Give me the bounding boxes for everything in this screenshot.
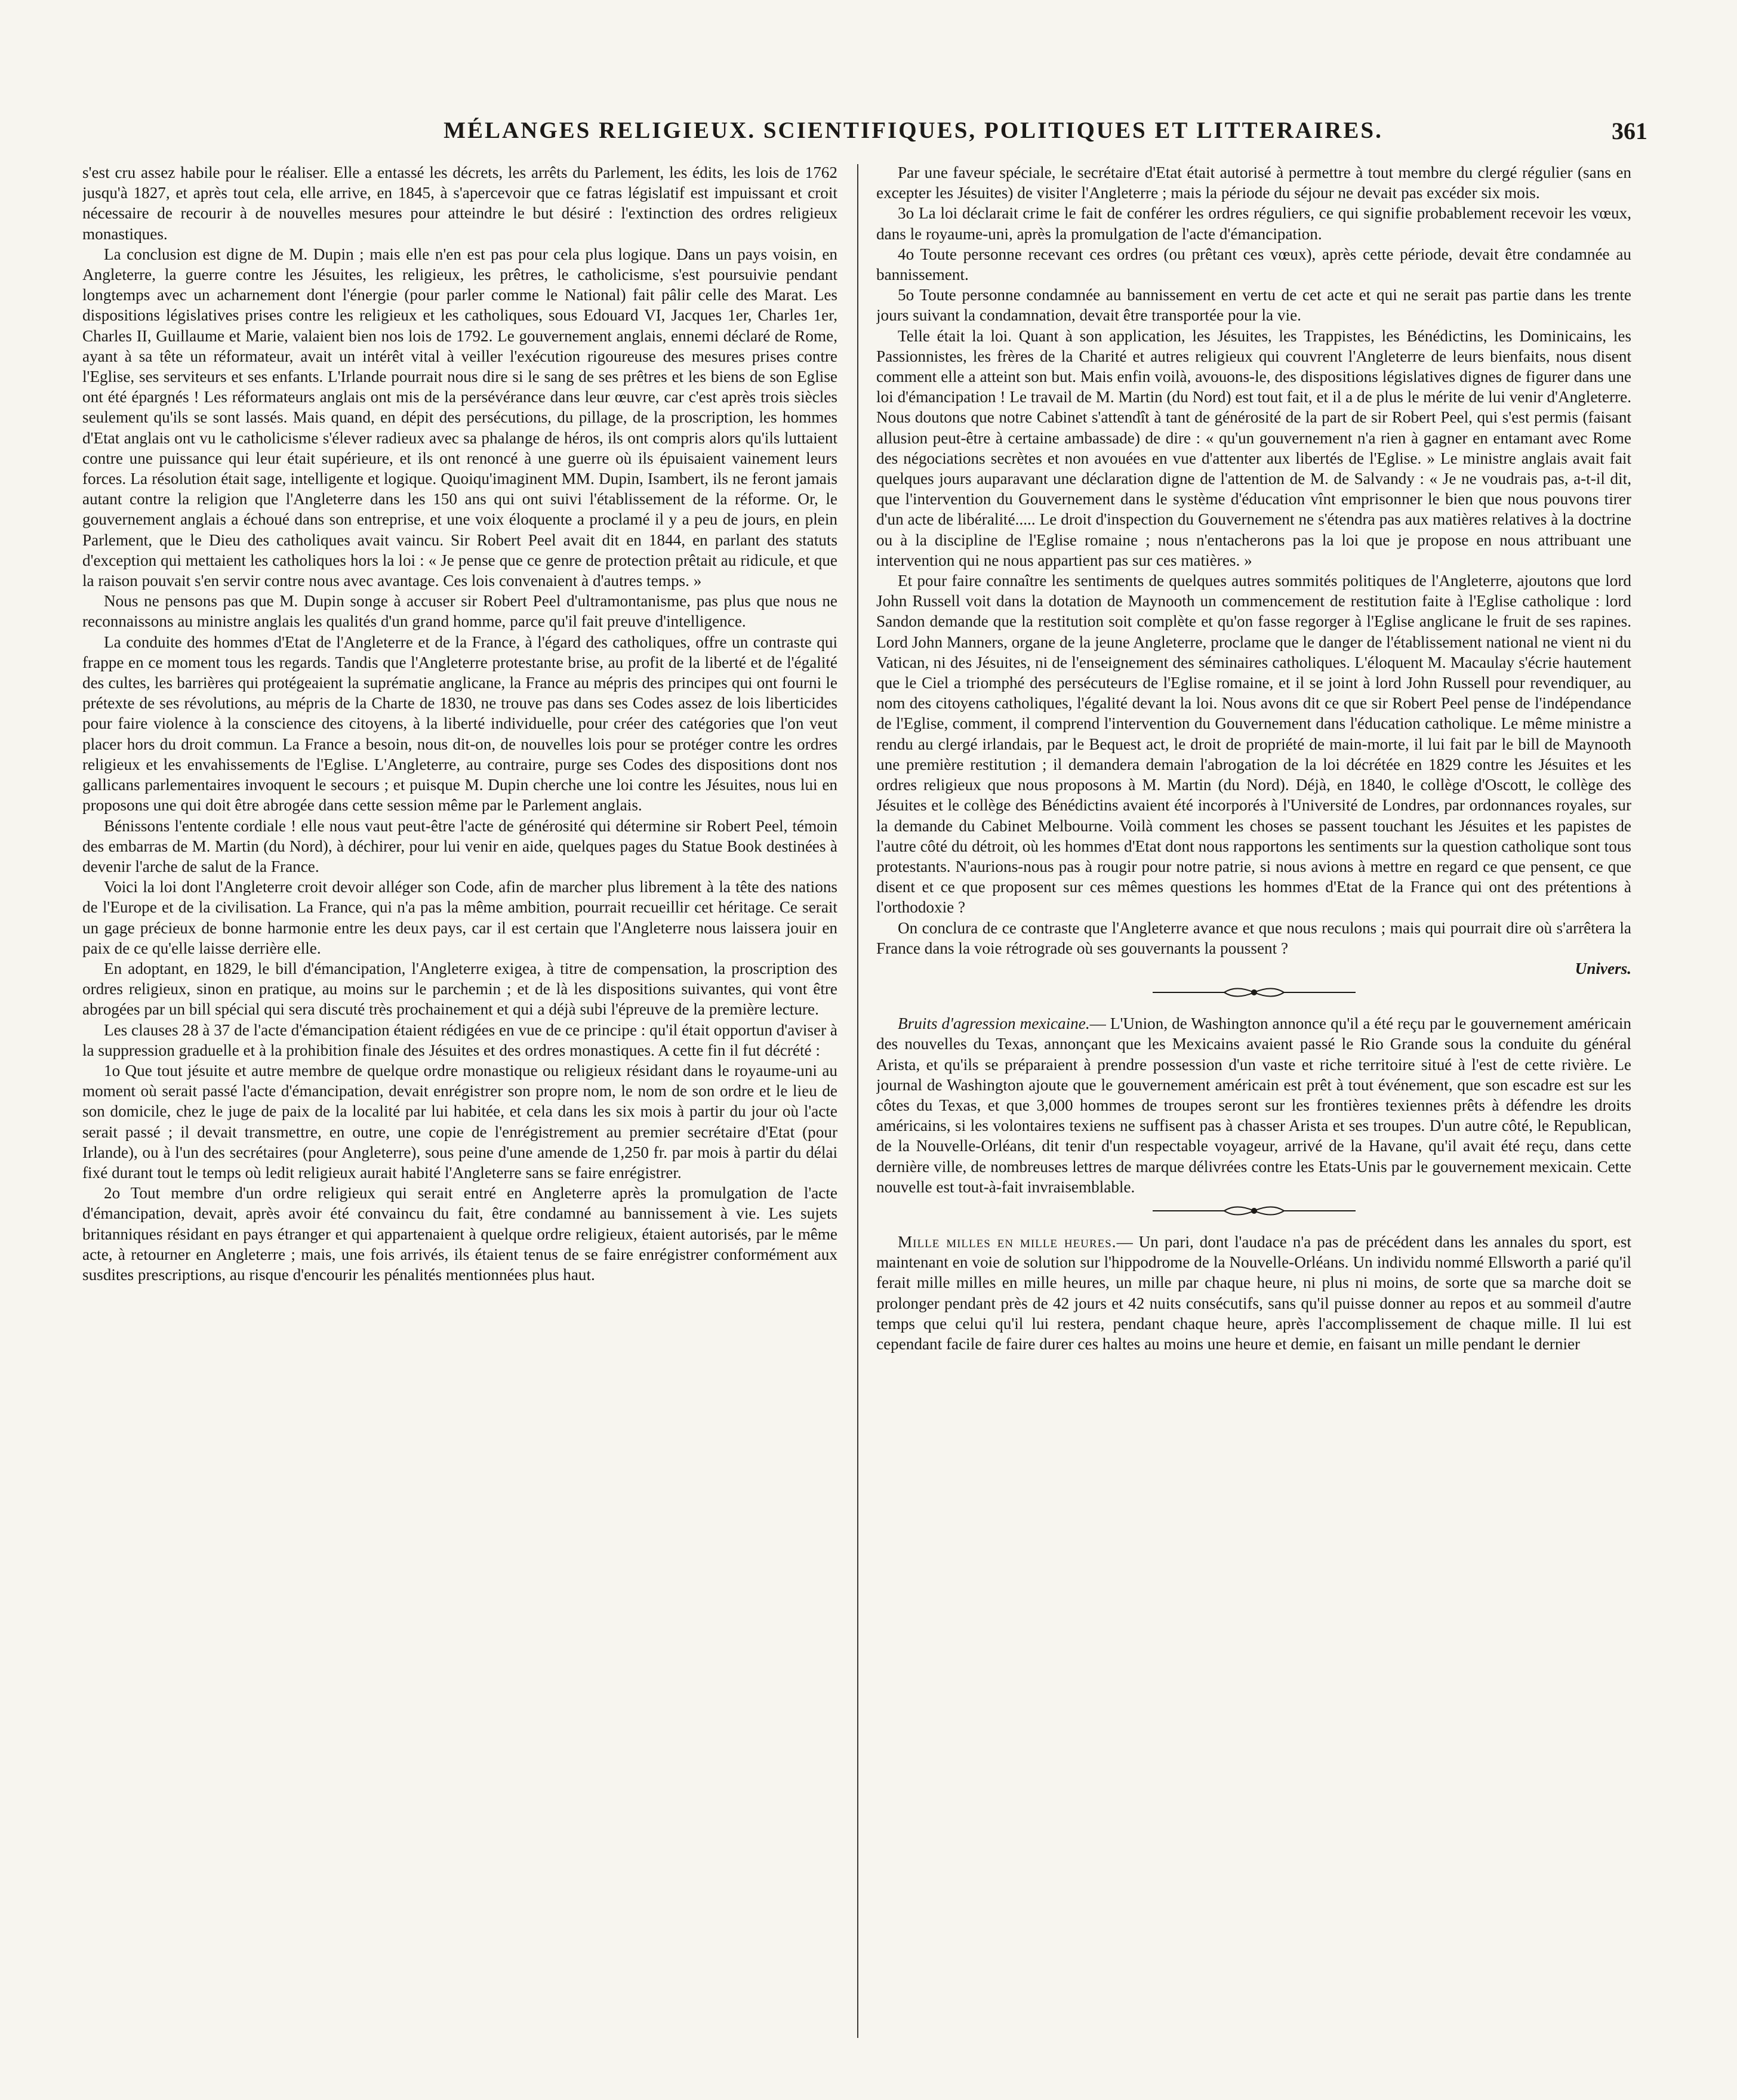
signature: Univers. bbox=[1575, 959, 1631, 977]
paragraph: 5o Toute personne condamnée au bannissement en vertu de cet acte et qui ne serait pas partie dans les trente jours suivant la condamnation, devait être transportée pour la vie. bbox=[876, 286, 1631, 325]
paragraph: Bénissons l'entente cordiale ! elle nous vaut peut-être l'acte de générosité qui détermine sir Robert Peel, témoin des embarras de M. Martin (du Nord), à déchirer, pour lui venir en aide, quelques pages du Statue Book destinées à devenir l'arche de salut de la France. bbox=[82, 816, 837, 875]
paragraph: Voici la loi dont l'Angleterre croit devoir alléger son Code, afin de marcher plus librement à la tête des nations de l'Europe et de la civilisation. La France, qui n'a pas la même ambition, pourrait recueillir cet héritage. Ce serait un gage précieux de bonne harmonie entre les deux pays, car il est certain que l'Angleterre nous laissera jouir en paix de ce qu'elle laisse derrière elle. bbox=[82, 878, 837, 957]
paragraph: 2o Tout membre d'un ordre religieux qui serait entré en Angleterre après la promulgation de l'acte d'émancipation, devait, après avoir été convaincu du fait, être condamné au bannissement à vie. Les sujets britanniques résidant en pays étranger et qui appartenaient à quelque ordre religieux, étaient autorisés, par le même acte, à retourner en Angleterre ; mais, une fois arrivés, ils étaient tenus de se faire enrégistrer conformément aux susdites prescriptions, au risque d'encourir les pénalités mentionnées plus haut. bbox=[82, 1184, 837, 1284]
news-lead: Bruits d'agression mexicaine. bbox=[898, 1014, 1090, 1033]
paragraph: En adoptant, en 1829, le bill d'émancipation, l'Angleterre exigea, à titre de compensation, la proscription des ordres religieux, sinon en pratique, au moins sur le parchemin ; et de là les dispositions suivantes, qui vont être abrogées par un bill spécial qui sera discuté très prochainement et qui a déjà subi l'épreuve de la première lecture. bbox=[82, 959, 837, 1019]
running-title: MÉLANGES RELIGIEUX. SCIENTIFIQUES, POLITIQUES ET LITTERAIRES. bbox=[444, 118, 1383, 143]
news-item-mexique bbox=[876, 1013, 1631, 1197]
paragraph: Et pour faire connaître les sentiments de quelques autres sommités politiques de l'Angleterre, ajoutons que lord John Russell voit dans la dotation de Maynooth un commencement de restitution faite à l'Eglise catholique : lord Sandon demande que la restitution soit complète et qu'on fasse regorger à l'Eglise anglicane le fruit de ses rapines. Lord John Manners, organe de la jeune Angleterre, proclame que le danger de l'établissement national ne vient ni du Vatican, ni des Jésuites, ni de l'enseignement des séminaires catholiques. L'éloquent M. Macaulay s'écrie hautement que le Ciel a triomphé des persécuteurs de l'Eglise romaine, et il se joint à lord John Russell pour revendiquer, au nom des citoyens catholiques, l'égalité devant la loi. Nous avons dit ce que sir Robert Peel pense de l'indépendance de l'Eglise, comment, il comprend l'intervention du Gouvernement dans l'éducation catholique. Le même ministre a rendu au clergé irlandais, par le Bequest act, le droit de propriété de main-morte, il lui fait par le bill de Maynooth une première restitution ; il demandera demain l'abrogation de la loi décrétée en 1829 contre les Jésuites et les ordres religieux que nous proposons à M. Martin (du Nord). Déjà, en 1840, le collège d'Oscott, le collège des Jésuites et le collège des Bénédictins avaient été incorporés à l'Université de Londres, par ordonnances royales, sur la demande du Cabinet Melbourne. Voilà comment les choses se passent touchant les Jésuites et les papistes de l'autre côté du détroit, où les hommes d'Etat dont nous rapportons les sentiments sur la question catholique sont tous protestants. N'aurions-nous pas à rougir pour notre patrie, si nous avions à mettre en regard ce que pensent, ce que disent et ce que proposent sur ces mêmes questions les hommes d'Etat de la France qui ont des prétentions à l'orthodoxie ? bbox=[876, 572, 1631, 917]
paragraph: Les clauses 28 à 37 de l'acte d'émancipation étaient rédigées en vue de ce principe : qu'il était opportun d'aviser à la suppression graduelle et à la prohibition finale des Jésuites et des ordres monastiques. A cette fin il fut décrété : bbox=[82, 1020, 837, 1059]
paragraph: s'est cru assez habile pour le réaliser. Elle a entassé les décrets, les arrêts du Parlement, les édits, les lois de 1762 jusqu'à 1827, et après tout cela, elle arrive, en 1845, à s'apercevoir que ce fatras législatif est impuissant et croit nécessaire de recourir à de nouvelles mesures pour atteindre le but désiré : l'extinction des ordres religieux monastiques. bbox=[82, 164, 837, 243]
news-text: — Un pari, dont l'audace n'a pas de précédent dans les annales du sport, est maintenant en voie de solution sur l'hippodrome de la Nouvelle-Orléans. Un individu nommé Ellsworth a parié qu'il ferait mille milles en mille heures, un mille par chaque heure, ni plus ni moins, de sorte que sa marche doit se prolonger pendant près de 42 jours et 42 nuits consécutifs, sans qu'il puisse donner au repos et au sommeil d'autre temps que celui qu'il lui restera, pendant chaque heure, après l'accomplissement de chaque mille. Il lui est cependant facile de faire durer ces haltes au moins une heure et demie, en faisant un mille pendant le dernier bbox=[876, 1232, 1631, 1353]
ornament-divider bbox=[876, 1202, 1631, 1226]
right-column bbox=[876, 162, 1631, 2042]
paragraph: 4o Toute personne recevant ces ordres (ou prêtant ces vœux), après cette période, devait être condamnée au bannissement. bbox=[876, 245, 1631, 284]
page-number: 361 bbox=[1612, 118, 1647, 144]
news-item-milles bbox=[876, 1232, 1631, 1354]
paragraph: La conclusion est digne de M. Dupin ; mais elle n'en est pas pour cela plus logique. Dans un pays voisin, en Angleterre, la guerre contre les Jésuites, les religieux, les prêtres, le catholicisme, s'est poursuivie pendant longtemps avec un acharnement dont l'énergie (pour parler comme le National) fait pâlir celle des Marat. Les dispositions législatives prises contre les religieux et les catholiques, sous Edouard VI, Jacques 1er, Charles 1er, Charles II, Guillaume et Marie, valaient bien nos lois de 1792. Le gouvernement anglais, ennemi déclaré de Rome, ayant à sa tête un réformateur, avait un intérêt vital à veiller l'exécution rigoureuse des mesures prises contre l'Eglise, ses serviteurs et ses enfants. L'Irlande pourrait nous dire si le sang de ses prêtres et les biens de son Eglise ont été épargnés ! Les réformateurs anglais ont mis de la persévérance dans leur œuvre, car c'est après trois siècles seulement qu'ils se sont lassés. Mais quand, en dépit des persécutions, du pillage, de la proscription, les hommes d'Etat anglais ont vu le catholicisme s'élever radieux avec sa phalange de héros, ils ont compris alors qu'ils luttaient contre une puissance qui leur était supérieure, et ils ont renoncé à une guerre où ils épuisaient vainement leurs forces. La résolution était sage, intelligente et logique. Quoiqu'imaginent MM. Dupin, Isambert, ils ne feront jamais autant contre la religion que l'Angleterre dans les 150 ans qui ont suivi l'établissement de la réforme. Or, le gouvernement anglais a échoué dans son entreprise, et une voix éloquente a proclamé il y a peu de jours, en plein Parlement, que le Dieu des catholiques avait vaincu. Sir Robert Peel avait dit en 1844, en parlant des statuts d'exception qui mettaient les catholiques hors la loi : « Je pense que ce genre de protection prêtait au ridicule, et que la raison pouvait s'en servir contre nous avec avantage. Ces lois convenaient à d'autres temps. » bbox=[82, 245, 837, 590]
paragraph: 3o La loi déclarait crime le fait de conférer les ordres réguliers, ce qui signifie probablement recevoir les vœux, dans le royaume-uni, après la promulgation de l'acte d'émancipation. bbox=[876, 204, 1631, 243]
paragraph: Nous ne pensons pas que M. Dupin songe à accuser sir Robert Peel d'ultramontanisme, pas plus que nous ne reconnaissons au ministre anglais les qualités d'un grand homme, parce qu'il fait preuve d'intelligence. bbox=[82, 592, 837, 631]
paragraph: Telle était la loi. Quant à son application, les Jésuites, les Trappistes, les Bénédictins, les Dominicains, les Passionnistes, les frères de la Charité et autres religieux qui couvrent l'Angleterre de leurs bienfaits, nous disent comment elle a atteint son but. Mais enfin voilà, avouons-le, des dispositions législatives dignes de figurer dans une loi d'émancipation ! Le travail de M. Martin (du Nord) est tout fait, et il a de plus le mérite de lui venir d'Angleterre. Nous doutons que notre Cabinet s'attendît à tant de générosité de la part de sir Robert Peel, qui s'est permis (faisant allusion peut-être à certaine ambassade) de dire : « qu'un gouvernement n'a rien à gagner en entamant avec Rome des négociations secrètes et non avouées en vue d'attenter aux libertés de l'Eglise. » Le ministre anglais avait fait quelques jours auparavant une déclaration digne de l'attention de M. de Salvandy : « Je ne voudrais pas, a-t-il dit, que l'intervention du Gouvernement dans le système d'éducation vînt emprisonner le bien que nous pouvons tirer d'un acte de libéralité..... Le droit d'inspection du Gouvernement ne s'étendra pas aux matières relatives à la doctrine ou à la discipline de l'Eglise romaine ; nous n'entacherons pas la loi que je propose en nous attribuant une intervention qui ne nous appartient pas sur ces matières. » bbox=[876, 326, 1631, 569]
paragraph: Par une faveur spéciale, le secrétaire d'Etat était autorisé à permettre à tout membre du clergé régulier (sans en excepter les Jésuites) de visiter l'Angleterre ; mais la période du séjour ne devait pas excéder six mois. bbox=[876, 164, 1631, 202]
paragraph: On conclura de ce contraste que l'Angleterre avance et que nous reculons ; mais qui pourrait dire où s'arrêtera la France dans la voie rétrograde où ses gouvernants la poussent ? bbox=[876, 918, 1631, 957]
left-column bbox=[82, 162, 837, 2042]
ornament-icon bbox=[1147, 1202, 1362, 1220]
ornament-icon bbox=[1147, 983, 1362, 1001]
news-text: — L'Union, de Washington annonce qu'il a été reçu par le gouvernement américain des nouvelles du Texas, annonçant que les Mexicains avaient passé le Rio Grande sous la conduite du général Arista, et qu'ils se préparaient à prendre possession d'un vaste et riche territoire situé à l'est de cette rivière. Le journal de Washington ajoute que le gouvernement américain est prêt à tout événement, que son escadre est sur les côtes du Texas, et que 3,000 hommes de troupes seront sur les frontières texiennes prêts à défendre les droits américains, si les volontaires texiens ne suffisent pas à chasser Arista et ses troupes. D'un autre côté, le Republican, de la Nouvelle-Orléans, dit tenir d'un respectable voyageur, arrivé de la Havane, qu'il avait été reçu, dans cette dernière ville, de nombreuses lettres de marque délivrées contre les Etats-Unis par le gouvernement mexicain. Cette nouvelle est tout-à-fait invraisemblable. bbox=[876, 1014, 1631, 1196]
ornament-divider bbox=[876, 983, 1631, 1007]
news-lead: Mille milles en mille heures. bbox=[898, 1232, 1117, 1251]
column-divider bbox=[857, 164, 858, 2038]
paragraph: 1o Que tout jésuite et autre membre de quelque ordre monastique ou religieux résidant dans le royaume-uni au moment où serait passé l'acte d'émancipation, devait enrégistrer son propre nom, le nom de son ordre et le lieu de son domicile, chez le juge de paix de la localité par lui habitée, et cela dans les six mois à partir du jour où l'acte serait passé ; il devait transmettre, en outre, une copie de l'enrégistrement au premier secrétaire d'Etat (pour Irlande), ou à l'un des secrétaires (pour Angleterre), sous peine d'une amende de 1,250 fr. par mois à partir du délai fixé durant tout le temps où ledit religieux aurait habité l'Angleterre sans se faire enrégistrer. bbox=[82, 1061, 837, 1182]
paragraph: La conduite des hommes d'Etat de l'Angleterre et de la France, à l'égard des catholiques, offre un contraste qui frappe en ce moment tous les regards. Tandis que l'Angleterre protestante brise, au profit de la liberté et de l'égalité des cultes, les barrières qui protégeaient la suprématie anglicane, la France au mépris des principes qui ont fourni le prétexte de ses révolutions, au mépris de la Charte de 1830, ne trouve pas dans ses Codes assez de lois liberticides pour faire violence à la conscience des citoyens, à la liberté individuelle, pour créer des catégories que l'on veut placer hors du droit commun. La France a besoin, nous dit-on, de nouvelles lois pour se protéger contre les ordres religieux et les envahissements de l'Eglise. L'Angleterre, au contraire, purge ses Codes des dispositions dont nos gallicans parlementaires invoquent le secours ; et puisque M. Dupin cherche une loi contre les Jésuites, nous lui en proposons une qui doit être abrogée dans cette session même par le Parlement anglais. bbox=[82, 633, 837, 815]
page-header bbox=[96, 117, 1647, 153]
